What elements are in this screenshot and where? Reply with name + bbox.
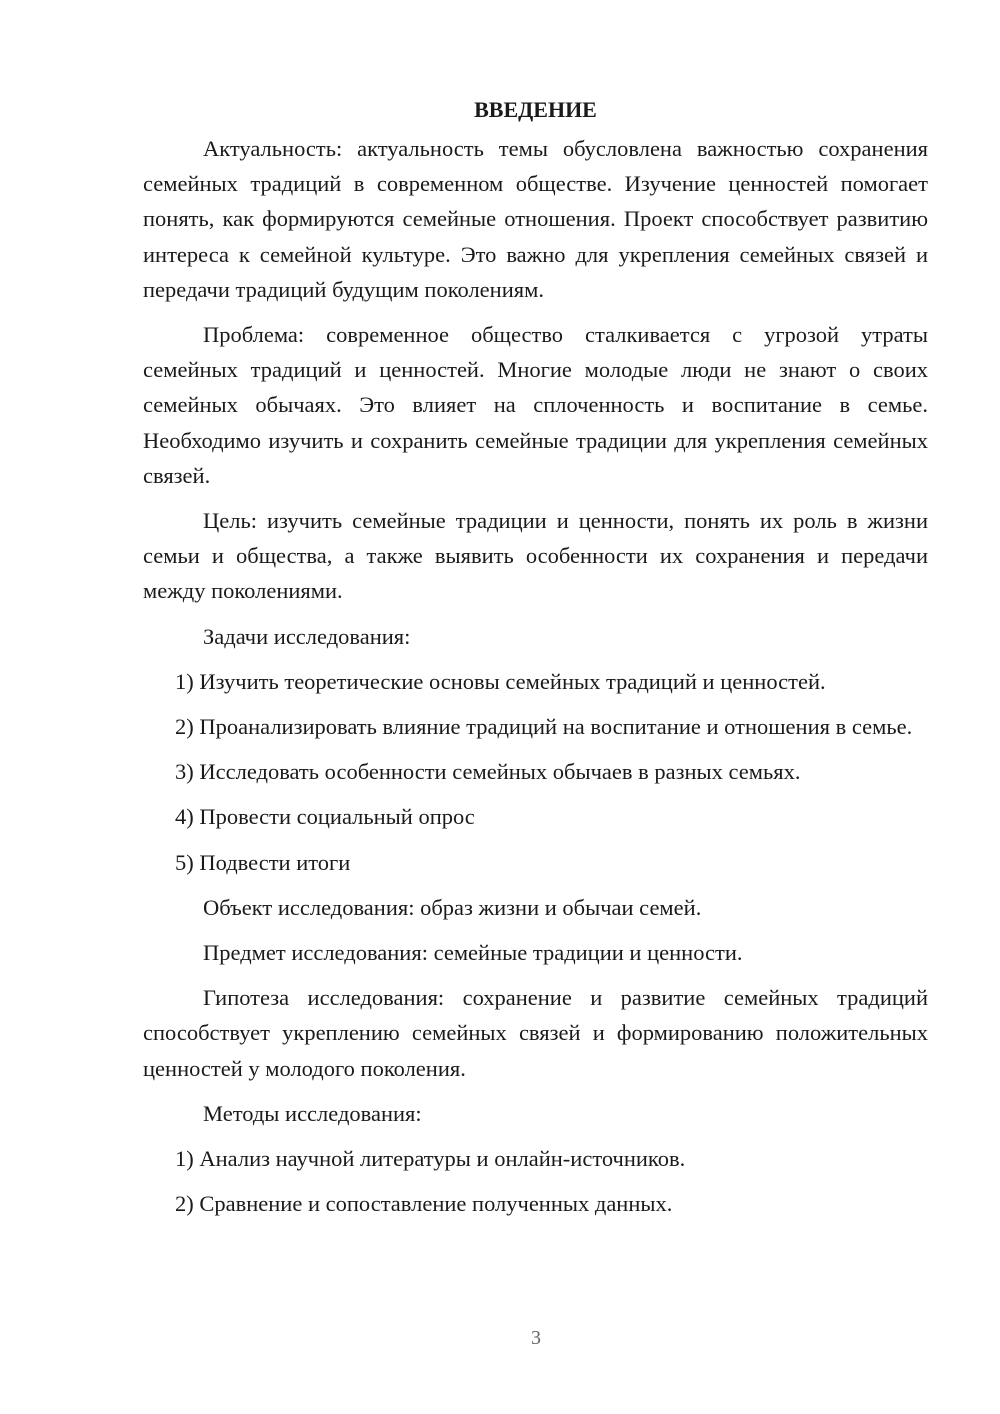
- task-item-4: 4) Провести социальный опрос: [175, 804, 475, 830]
- relevance-paragraph: Актуальность: актуальность темы обусловлена важностью сохранения семейных традиций в современном обществе. Изучение ценностей помогает понять, как формируются семейные отношения. Проект способствует развитию интереса к семейной культуре. Это важно для укрепления семейных связей и передачи традиций будущим поколениям.: [143, 136, 928, 302]
- page-content: [143, 92, 928, 1231]
- task-item-1: 1) Изучить теоретические основы семейных традиций и ценностей.: [175, 668, 826, 694]
- section-title: ВВЕДЕНИЕ: [474, 97, 597, 122]
- methods-heading: Методы исследования:: [203, 1100, 422, 1126]
- page-number: 3: [531, 1327, 541, 1349]
- tasks-heading: Задачи исследования:: [203, 623, 411, 649]
- goal-paragraph: Цель: изучить семейные традиции и ценности, понять их роль в жизни семьи и общества, а также выявить особенности их сохранения и передачи между поколениями.: [143, 508, 928, 604]
- problem-paragraph: Проблема: современное общество сталкивается с угрозой утраты семейных традиций и ценностей. Многие молодые люди не знают о своих семейных обычаях. Это влияет на сплоченность и воспитание в семье. Необходимо изучить и сохранить семейные традиции для укрепления семейных связей.: [143, 322, 928, 488]
- task-item-5: 5) Подвести итоги: [175, 849, 351, 875]
- task-item-3: 3) Исследовать особенности семейных обычаев в разных семьях.: [175, 759, 801, 785]
- method-item-1: 1) Анализ научной литературы и онлайн-источников.: [175, 1146, 686, 1172]
- hypothesis-paragraph: Гипотеза исследования: сохранение и развитие семейных традиций способствует укреплению семейных связей и формированию положительных ценностей у молодого поколения.: [143, 985, 928, 1081]
- object-paragraph: Объект исследования: образ жизни и обычаи семей.: [203, 894, 702, 920]
- method-item-2: 2) Сравнение и сопоставление полученных данных.: [175, 1191, 673, 1217]
- subject-paragraph: Предмет исследования: семейные традиции и ценности.: [203, 940, 743, 966]
- task-item-2: 2) Проанализировать влияние традиций на воспитание и отношения в семье.: [175, 714, 913, 740]
